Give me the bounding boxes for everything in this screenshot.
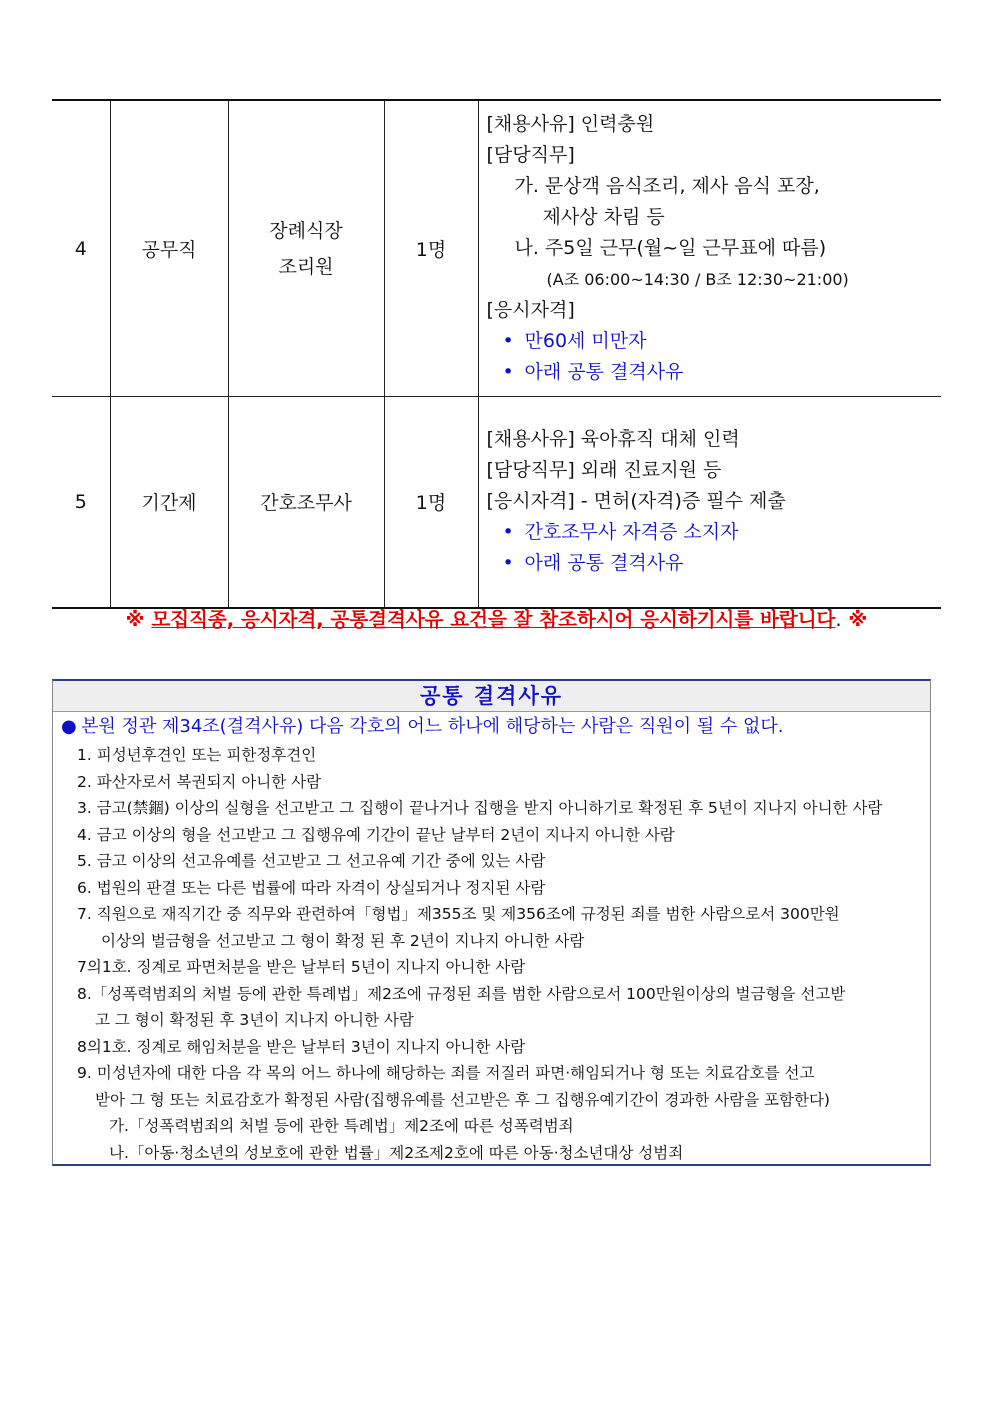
- row-number: 4: [52, 100, 110, 397]
- bullet-icon: •: [502, 521, 514, 544]
- disqualification-title: 공통 결격사유: [53, 681, 930, 712]
- duty: [담당직무] 외래 진료지원 등: [486, 459, 722, 482]
- notice-period: .: [835, 608, 842, 631]
- list-item-cont: 이상의 벌금형을 선고받고 그 형이 확정 된 후 2년이 지나지 아니한 사람: [101, 931, 585, 950]
- qualification-item: [487, 326, 942, 357]
- bullet-icon: •: [502, 330, 514, 352]
- list-item: 5. 금고 이상의 선고유예를 선고받고 그 선고유예 기간 중에 있는 사람: [77, 852, 546, 870]
- job-details: [478, 397, 941, 608]
- job-type: 공무직: [110, 100, 228, 397]
- job-row-5: [52, 397, 941, 608]
- list-item: 8.「성폭력범죄의 처벌 등에 관한 특례법」제2조에 규정된 죄를 범한 사람으로서 100만원이상의 벌금형을 선고받: [77, 984, 846, 1003]
- hiring-reason: [채용사유] 육아휴직 대체 인력: [486, 428, 740, 451]
- list-item: 1. 피성년후견인 또는 피한정후견인: [77, 746, 317, 764]
- disqualification-box: [52, 679, 931, 1166]
- bullet-icon: •: [502, 361, 514, 383]
- qualification-text: 아래 공통 결격사유: [524, 552, 684, 575]
- intro-text: 본원 정관 제34조(결격사유) 다음 각호의 어느 하나에 해당하는 사람은 직원이 될 수 없다.: [81, 716, 784, 737]
- duty-item-b: 나. 주5일 근무(월~일 근무표에 따름): [514, 237, 827, 259]
- list-item: 3. 금고(禁錮) 이상의 실형을 선고받고 그 집행이 끝나거나 집행을 받지 아니하기로 확정된 후 5년이 지나지 아니한 사람: [77, 799, 883, 817]
- job-title: 간호조무사: [228, 397, 384, 608]
- list-item-cont: 받아 그 형 또는 치료감호가 확정된 사람(집행유예를 선고받은 후 그 집행유예기간이 경과한 사람을 포함한다): [95, 1090, 830, 1109]
- bullet-icon: •: [502, 552, 514, 575]
- list-subitem: 가.「성폭력범죄의 처벌 등에 관한 특례법」제2조에 따른 성폭력범죄: [109, 1117, 574, 1135]
- list-item: 9. 미성년자에 대한 다음 각 목의 어느 하나에 해당하는 죄를 저질러 파면·해임되거나 형 또는 치료감호를 선고: [77, 1064, 815, 1082]
- list-item: 2. 파산자로서 복권되지 아니한 사람: [77, 772, 322, 791]
- job-title-line2: 조리원: [278, 255, 334, 278]
- qualification-text: 간호조무사 자격증 소지자: [524, 521, 739, 544]
- bullet-icon: ●: [61, 716, 77, 737]
- qualification-heading: [응시자격] - 면허(자격)증 필수 제출: [486, 490, 786, 513]
- qualification-text: 만60세 미만자: [524, 330, 647, 352]
- qualification-heading: [응시자격]: [486, 299, 575, 321]
- application-notice: [52, 604, 941, 632]
- list-item: 4. 금고 이상의 형을 선고받고 그 집행유예 기간이 끝난 날부터 2년이 지나지 아니한 사람: [77, 825, 675, 844]
- job-title-line1: 장례식장: [269, 219, 343, 242]
- disqualification-intro: [53, 712, 930, 742]
- job-title: [228, 100, 384, 397]
- disqualification-list: [53, 742, 930, 1166]
- qualification-item: [487, 357, 942, 388]
- headcount: 1명: [384, 397, 478, 608]
- list-item: 7. 직원으로 재직기간 중 직무와 관련하여「형법」제355조 및 제356조에 규정된 죄를 범한 사람으로서 300만원: [77, 905, 840, 923]
- job-table: [52, 99, 941, 609]
- list-item: 6. 법원의 판결 또는 다른 법률에 따라 자격이 상실되거나 정지된 사람: [77, 878, 546, 897]
- duty-hours: (A조 06:00~14:30 / B조 12:30~21:00): [546, 270, 849, 289]
- qualification-item: [487, 548, 942, 579]
- headcount: 1명: [384, 100, 478, 397]
- duty-heading: [담당직무]: [486, 144, 575, 166]
- qualification-text: 아래 공통 결격사유: [524, 361, 684, 383]
- qualification-item: [487, 517, 942, 548]
- reference-mark-icon: ※: [125, 608, 145, 631]
- notice-text: 모집직종, 응시자격, 공통결격사유 요건을 잘 참조하시어 응시하기시를 바랍니다: [151, 608, 836, 631]
- duty-item-a: 가. 문상객 음식조리, 제사 음식 포장,: [514, 175, 820, 197]
- list-subitem: 나.「아동·청소년의 성보호에 관한 법률」제2조제2호에 따른 아동·청소년대상 성범죄: [109, 1143, 684, 1162]
- list-item: 7의1호. 징계로 파면처분을 받은 날부터 5년이 지나지 아니한 사람: [77, 958, 526, 976]
- job-details: [478, 100, 941, 397]
- reference-mark-icon: ※: [848, 608, 868, 631]
- job-row-4: [52, 100, 941, 397]
- hiring-reason: [채용사유] 인력충원: [486, 113, 655, 135]
- row-number: 5: [52, 397, 110, 608]
- job-type: 기간제: [110, 397, 228, 608]
- list-item-cont: 고 그 형이 확정된 후 3년이 지나지 아니한 사람: [95, 1011, 414, 1029]
- duty-item-a-cont: 제사상 차림 등: [542, 206, 665, 228]
- list-item: 8의1호. 징계로 해임처분을 받은 날부터 3년이 지나지 아니한 사람: [77, 1037, 526, 1056]
